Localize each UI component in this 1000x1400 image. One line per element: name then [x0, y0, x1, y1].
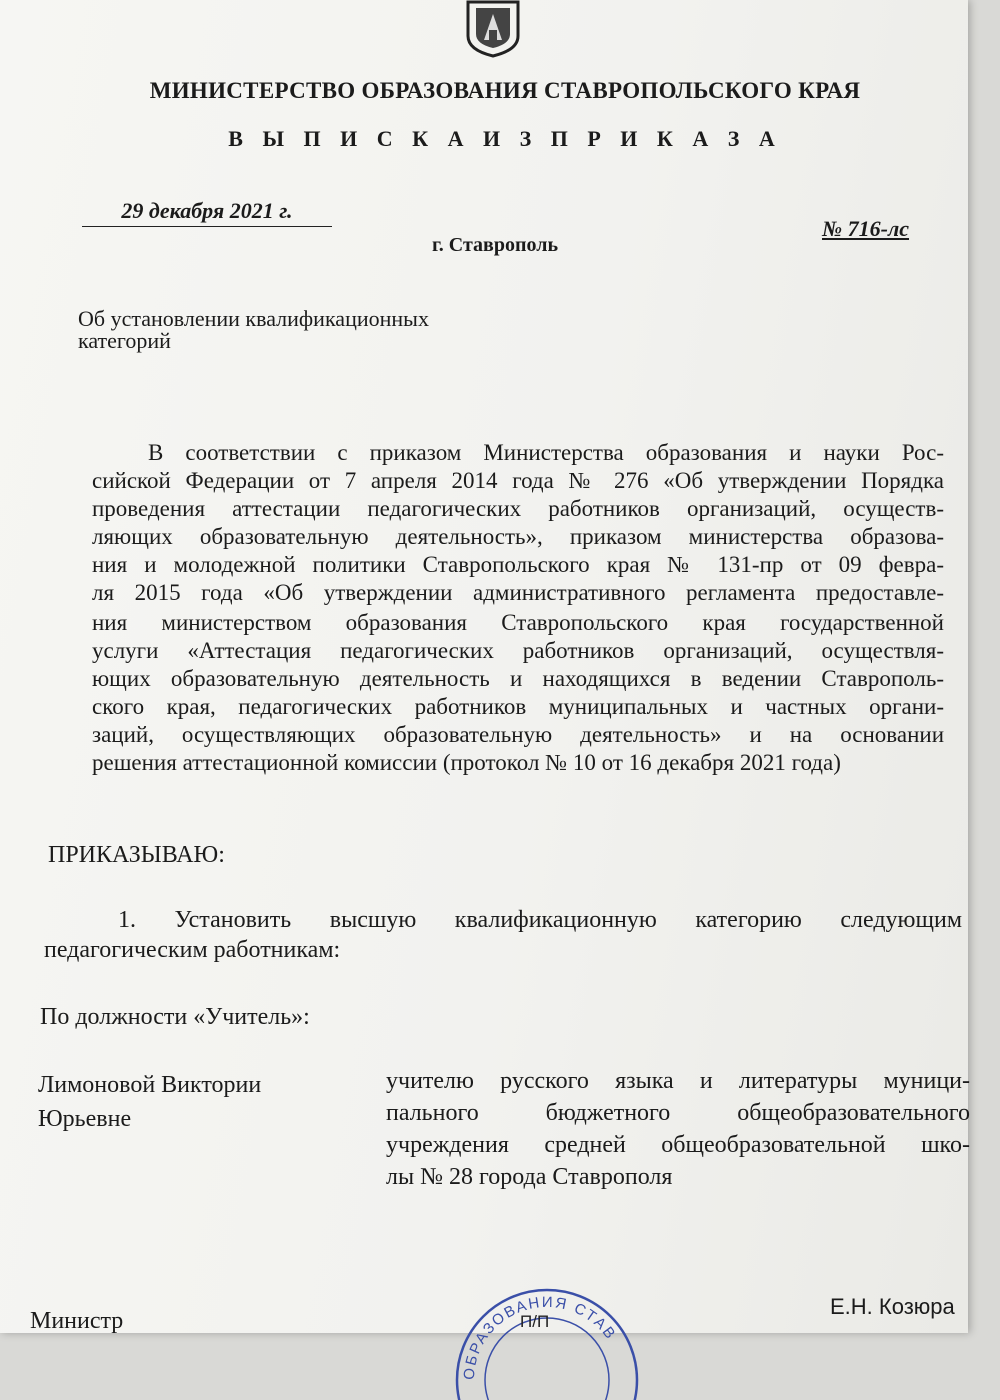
paragraph-line: сийской Федерации от 7 апреля 2014 года № 276 «Об утверждении Порядка	[92, 468, 944, 493]
name-line: Юрьевне	[38, 1106, 132, 1132]
order-subject	[78, 308, 518, 352]
ministry-title: МИНИСТЕРСТВО ОБРАЗОВАНИЯ СТАВРОПОЛЬСКОГО КРАЯ	[149, 78, 861, 103]
city: г. Ставрополь	[431, 234, 559, 256]
paragraph-line: ляющих образовательную деятельность», приказом министерства образова-	[92, 524, 944, 549]
seal-text: ОБРАЗОВАНИЯ СТАВ	[460, 1293, 620, 1381]
paragraph-line: решения аттестационной комиссии (протокол № 10 от 16 декабря 2021 года)	[92, 750, 841, 775]
paragraph-line: В соответствии с приказом Министерства образования и науки Рос-	[148, 440, 944, 465]
subject-line: категорий	[78, 328, 171, 353]
order-date: 29 декабря 2021 г.	[82, 198, 332, 227]
svg-text:ОБРАЗОВАНИЯ СТАВ	[461, 1294, 620, 1381]
signer-name: Е.Н. Козюра	[830, 1294, 955, 1319]
coat-of-arms-emblem	[462, 0, 524, 58]
order-number: № 716-лс	[822, 216, 910, 241]
description-line: пального бюджетного общеобразовательного	[386, 1100, 970, 1126]
document-type: В Ы П И С К А И З П Р И К А З А	[228, 126, 782, 151]
teacher-name	[38, 1068, 338, 1136]
position-label: По должности «Учитель»:	[40, 1004, 310, 1030]
item-line: 1. Установить высшую квалификационную категорию следующим	[118, 907, 962, 933]
paragraph-line: проведения аттестации педагогических работников организаций, осуществ-	[92, 496, 944, 521]
seal-mark: П/П	[520, 1312, 550, 1331]
description-line: лы № 28 города Ставрополя	[386, 1164, 673, 1190]
name-line: Лимоновой Виктории	[38, 1072, 262, 1098]
paragraph-line: ния министерством образования Ставропольского края государственной	[92, 610, 944, 635]
paragraph-line: ля 2015 года «Об утверждении административного регламента предоставле-	[92, 580, 944, 605]
subject-line: Об установлении квалификационных	[78, 306, 429, 331]
paragraph-line: заций, осуществляющих образовательную деятельность» и на основании	[92, 722, 944, 747]
official-seal	[452, 1280, 642, 1400]
signer-role: Министр	[30, 1308, 124, 1334]
paragraph-line: ющих образовательную деятельность и находящихся в ведении Ставрополь-	[92, 666, 944, 691]
description-line: учителю русского языка и литературы муници-	[386, 1068, 970, 1094]
paragraph-line: ского края, педагогических работников муниципальных и частных органи-	[92, 694, 944, 719]
paragraph-line: ния и молодежной политики Ставропольского края № 131-пр от 09 февра-	[92, 552, 944, 577]
order-word: ПРИКАЗЫВАЮ:	[48, 842, 225, 868]
paragraph-line: услуги «Аттестация педагогических работников организаций, осуществля-	[92, 638, 944, 663]
description-line: учреждения средней общеобразовательной шко-	[386, 1132, 970, 1158]
item-line: педагогическим работникам:	[44, 937, 341, 963]
